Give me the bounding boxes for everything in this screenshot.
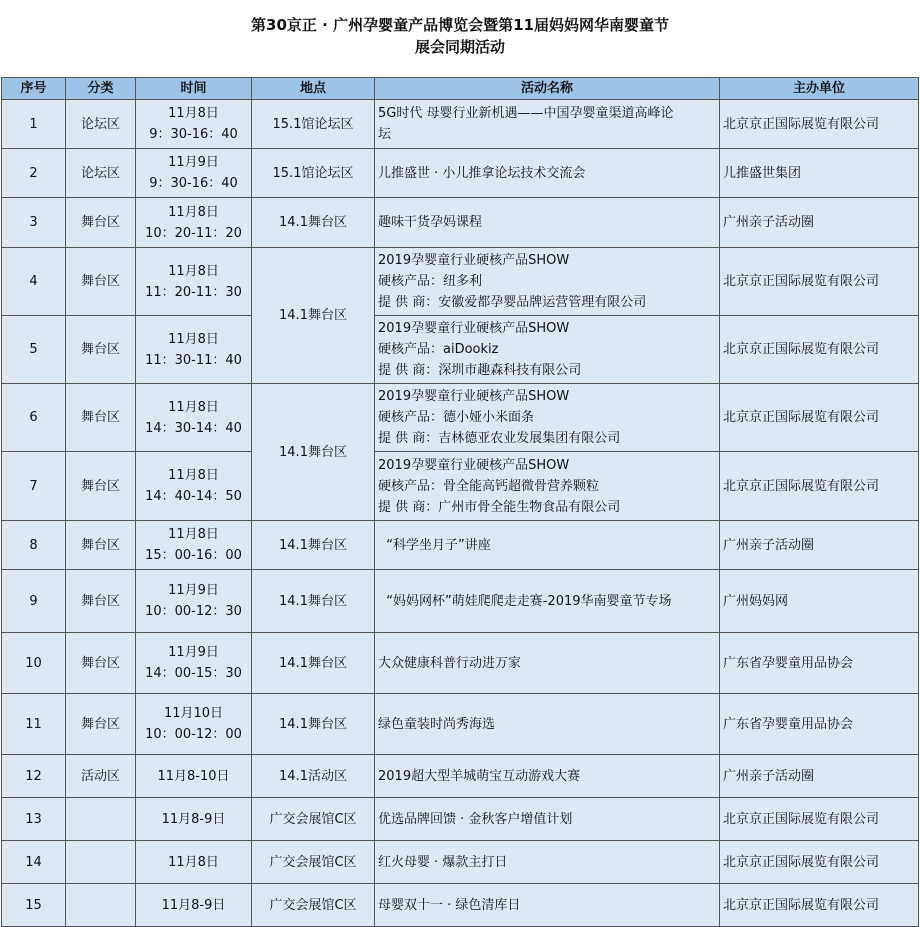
cell-no: 15 bbox=[2, 884, 66, 927]
cell-no: 14 bbox=[2, 841, 66, 884]
table-row bbox=[2, 755, 919, 798]
activity-table bbox=[1, 77, 919, 927]
cell-organizer: 广州妈妈网 bbox=[720, 570, 919, 633]
cell-no: 7 bbox=[2, 452, 66, 521]
cell-time bbox=[136, 633, 252, 694]
cell-time bbox=[136, 198, 252, 248]
header-time: 时间 bbox=[136, 78, 252, 100]
cell-activity: 红火母婴 · 爆款主打日 bbox=[375, 841, 720, 884]
cell-organizer: 广州亲子活动圈 bbox=[720, 521, 919, 570]
cell-no: 11 bbox=[2, 694, 66, 755]
cell-activity bbox=[375, 384, 720, 452]
table-row bbox=[2, 452, 919, 521]
cell-category: 论坛区 bbox=[66, 149, 136, 198]
cell-place: 广交会展馆C区 bbox=[252, 841, 375, 884]
cell-time-range: 11：30-11：40 bbox=[145, 352, 242, 368]
cell-activity: “妈妈网杯”萌娃爬爬走走赛-2019华南婴童节专场 bbox=[375, 570, 720, 633]
cell-time: 11月8-9日 bbox=[136, 798, 252, 841]
page-title bbox=[0, 0, 920, 62]
cell-no: 8 bbox=[2, 521, 66, 570]
activity-line: 硬核产品：aiDookiz bbox=[378, 342, 499, 357]
activity-line: 2019孕婴童行业硬核产品SHOW bbox=[378, 253, 570, 268]
cell-time: 11月8日 bbox=[136, 841, 252, 884]
cell-activity: “科学坐月子”讲座 bbox=[375, 521, 720, 570]
cell-time-range: 15：00-16：00 bbox=[145, 548, 242, 563]
cell-time-range: 14：00-15：30 bbox=[145, 666, 242, 681]
cell-category: 论坛区 bbox=[66, 100, 136, 149]
cell-category: 舞台区 bbox=[66, 633, 136, 694]
cell-place: 14.1舞台区 bbox=[252, 694, 375, 755]
table-row bbox=[2, 694, 919, 755]
cell-time bbox=[136, 694, 252, 755]
cell-time-range: 10：00-12：00 bbox=[145, 727, 242, 742]
header-category: 分类 bbox=[66, 78, 136, 100]
cell-activity bbox=[375, 316, 720, 384]
cell-date: 11月9日 bbox=[168, 155, 219, 170]
cell-no: 5 bbox=[2, 316, 66, 384]
cell-activity: 母婴双十一 · 绿色清库日 bbox=[375, 884, 720, 927]
cell-place: 15.1馆论坛区 bbox=[252, 100, 375, 149]
cell-category bbox=[66, 841, 136, 884]
cell-place: 14.1舞台区 bbox=[252, 248, 375, 384]
cell-organizer: 北京京正国际展览有限公司 bbox=[720, 884, 919, 927]
cell-time bbox=[136, 248, 252, 316]
cell-date: 11月8日 bbox=[168, 527, 219, 542]
cell-organizer: 北京京正国际展览有限公司 bbox=[720, 384, 919, 452]
cell-date: 11月8日 bbox=[168, 468, 219, 483]
cell-time bbox=[136, 570, 252, 633]
activity-line: 提 供 商：吉林德亚农业发展集团有限公司 bbox=[378, 431, 621, 446]
table-row bbox=[2, 149, 919, 198]
cell-time-range: 9：30-16：40 bbox=[149, 127, 238, 142]
table-row bbox=[2, 841, 919, 884]
cell-no: 1 bbox=[2, 100, 66, 149]
table-row bbox=[2, 100, 919, 149]
cell-date: 11月9日 bbox=[168, 645, 219, 660]
cell-place: 广交会展馆C区 bbox=[252, 798, 375, 841]
cell-organizer: 儿推盛世集团 bbox=[720, 149, 919, 198]
cell-category: 舞台区 bbox=[66, 570, 136, 633]
header-activity: 活动名称 bbox=[375, 78, 720, 100]
cell-time: 11月8-10日 bbox=[136, 755, 252, 798]
cell-time-range: 10：20-11：20 bbox=[145, 225, 242, 241]
cell-category bbox=[66, 884, 136, 927]
activity-line: 坛 bbox=[378, 127, 392, 142]
cell-category bbox=[66, 798, 136, 841]
cell-time: 11月8-9日 bbox=[136, 884, 252, 927]
cell-time bbox=[136, 149, 252, 198]
cell-time bbox=[136, 316, 252, 384]
cell-activity: 趣味干货孕妈课程 bbox=[375, 198, 720, 248]
cell-organizer: 北京京正国际展览有限公司 bbox=[720, 841, 919, 884]
activity-line: 提 供 商：安徽爱都孕婴品牌运营管理有限公司 bbox=[378, 295, 647, 310]
cell-time-range: 9：30-16：40 bbox=[149, 176, 238, 191]
cell-activity: 2019超大型羊城萌宝互动游戏大赛 bbox=[375, 755, 720, 798]
cell-category: 舞台区 bbox=[66, 694, 136, 755]
header-place: 地点 bbox=[252, 78, 375, 100]
cell-no: 3 bbox=[2, 198, 66, 248]
header-no: 序号 bbox=[2, 78, 66, 100]
cell-activity bbox=[375, 100, 720, 149]
cell-date: 11月8日 bbox=[168, 106, 219, 121]
table-row bbox=[2, 633, 919, 694]
table-row bbox=[2, 248, 919, 316]
cell-place: 14.1活动区 bbox=[252, 755, 375, 798]
cell-activity bbox=[375, 452, 720, 521]
cell-organizer: 北京京正国际展览有限公司 bbox=[720, 100, 919, 149]
activity-line: 提 供 商：广州市骨全能生物食品有限公司 bbox=[378, 499, 621, 515]
cell-activity bbox=[375, 248, 720, 316]
cell-organizer: 北京京正国际展览有限公司 bbox=[720, 452, 919, 521]
table-row bbox=[2, 384, 919, 452]
cell-organizer: 北京京正国际展览有限公司 bbox=[720, 248, 919, 316]
cell-date: 11月8日 bbox=[168, 399, 219, 415]
header-organizer: 主办单位 bbox=[720, 78, 919, 100]
cell-time bbox=[136, 521, 252, 570]
activity-line: 2019孕婴童行业硬核产品SHOW bbox=[378, 321, 570, 336]
activity-line: 提 供 商：深圳市趣森科技有限公司 bbox=[378, 363, 582, 378]
cell-organizer: 广东省孕婴童用品协会 bbox=[720, 694, 919, 755]
cell-no: 9 bbox=[2, 570, 66, 633]
cell-activity: 大众健康科普行动进万家 bbox=[375, 633, 720, 694]
cell-date: 11月8日 bbox=[168, 204, 219, 220]
cell-no: 6 bbox=[2, 384, 66, 452]
cell-category: 舞台区 bbox=[66, 316, 136, 384]
cell-date: 11月9日 bbox=[168, 583, 219, 598]
cell-place: 14.1舞台区 bbox=[252, 521, 375, 570]
cell-no: 10 bbox=[2, 633, 66, 694]
cell-place: 14.1舞台区 bbox=[252, 198, 375, 248]
cell-place: 14.1舞台区 bbox=[252, 570, 375, 633]
cell-category: 舞台区 bbox=[66, 452, 136, 521]
cell-category: 舞台区 bbox=[66, 198, 136, 248]
table-row bbox=[2, 798, 919, 841]
cell-date: 11月10日 bbox=[163, 706, 224, 721]
activity-line: 5G时代 母婴行业新机遇——中国孕婴童渠道高峰论 bbox=[378, 106, 674, 121]
cell-activity: 绿色童装时尚秀海选 bbox=[375, 694, 720, 755]
activity-line: 2019孕婴童行业硬核产品SHOW bbox=[378, 457, 570, 473]
cell-date: 11月8日 bbox=[168, 263, 219, 279]
cell-no: 4 bbox=[2, 248, 66, 316]
cell-organizer: 北京京正国际展览有限公司 bbox=[720, 798, 919, 841]
cell-time-range: 11：20-11：30 bbox=[145, 284, 242, 300]
activity-line: 硬核产品：骨全能高钙超微骨营养颗粒 bbox=[378, 478, 600, 494]
cell-date: 11月8日 bbox=[168, 331, 219, 347]
cell-category: 活动区 bbox=[66, 755, 136, 798]
cell-activity: 儿推盛世 · 小儿推拿论坛技术交流会 bbox=[375, 149, 720, 198]
cell-time bbox=[136, 452, 252, 521]
cell-time bbox=[136, 384, 252, 452]
cell-organizer: 广州亲子活动圈 bbox=[720, 755, 919, 798]
cell-place: 14.1舞台区 bbox=[252, 633, 375, 694]
table-row bbox=[2, 316, 919, 384]
cell-organizer: 广东省孕婴童用品协会 bbox=[720, 633, 919, 694]
cell-organizer: 广州亲子活动圈 bbox=[720, 198, 919, 248]
cell-place: 15.1馆论坛区 bbox=[252, 149, 375, 198]
cell-category: 舞台区 bbox=[66, 248, 136, 316]
cell-activity: 优选品牌回馈 · 金秋客户增值计划 bbox=[375, 798, 720, 841]
activity-line: 硬核产品：纽多利 bbox=[378, 274, 483, 289]
table-row bbox=[2, 198, 919, 248]
cell-category: 舞台区 bbox=[66, 384, 136, 452]
activity-line: 硬核产品：德小娅小米面条 bbox=[378, 410, 535, 425]
title-line-2: 展会同期活动 bbox=[414, 38, 505, 56]
cell-time bbox=[136, 100, 252, 149]
cell-place: 14.1舞台区 bbox=[252, 384, 375, 521]
cell-no: 2 bbox=[2, 149, 66, 198]
table-row bbox=[2, 884, 919, 927]
cell-organizer: 北京京正国际展览有限公司 bbox=[720, 316, 919, 384]
table-row bbox=[2, 521, 919, 570]
cell-time-range: 14：30-14：40 bbox=[145, 420, 242, 436]
cell-no: 13 bbox=[2, 798, 66, 841]
cell-time-range: 10：00-12：30 bbox=[145, 604, 242, 619]
cell-time-range: 14：40-14：50 bbox=[145, 489, 242, 504]
cell-category: 舞台区 bbox=[66, 521, 136, 570]
title-line-1: 第30京正 · 广州孕婴童产品博览会暨第11届妈妈网华南婴童节 bbox=[251, 16, 669, 34]
table-header-row bbox=[2, 78, 919, 100]
cell-no: 12 bbox=[2, 755, 66, 798]
activity-line: 2019孕婴童行业硬核产品SHOW bbox=[378, 389, 570, 404]
cell-place: 广交会展馆C区 bbox=[252, 884, 375, 927]
table-row bbox=[2, 570, 919, 633]
